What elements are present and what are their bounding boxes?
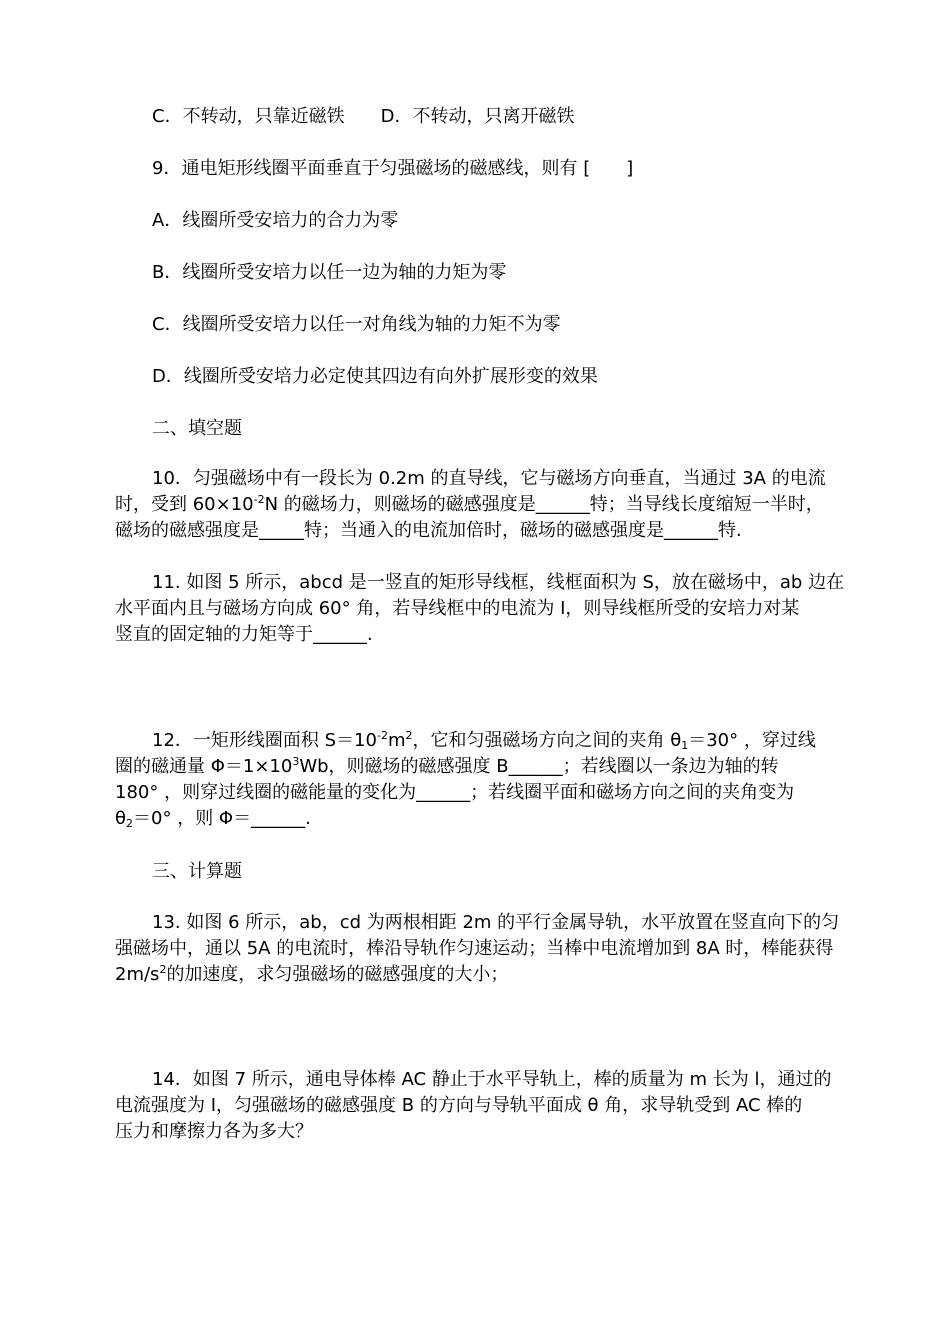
q9-option-c: C．线圈所受安培力以任一对角线为轴的力矩不为零 xyxy=(152,314,561,335)
section-title-calculation: 三、计算题 xyxy=(152,861,242,882)
answer-bracket-open: [ xyxy=(583,158,591,179)
question-13: 13. 如图 6 所示，ab，cd 为两根相距 2m 的平行金属导轨，水平放置在竖直向下的匀 强磁场中，通以 5A 的电流时，棒沿导轨作匀速运动；当棒中电流增加到 8A 时，棒能获得 $2m/s^2$的加速度，求匀强磁场的磁感强度的大小； xyxy=(115,912,840,985)
question-11: 11. 如图 5 所示，abcd 是一竖直的矩形导线框，线框面积为 S，放在磁场中，ab 边在 水平面内且与磁场方向成 60° 角，若导线框中的电流为 I，则导线框所受的安培力对某 竖直的固定轴的力矩等于______. xyxy=(115,572,845,645)
question-10: 10．匀强磁场中有一段长为 0.2m 的直导线，它与磁场方向垂直，当通过 3A 的电流 时，受到 $60\times 10^{-2}N$ 的磁场力，则磁场的磁感强度是______特；当导线长度缩短一半时， 磁场的磁感强度是_____特；当通入的电流加倍时，磁场的磁感强度是______特. xyxy=(115,468,826,541)
q8-options-cd xyxy=(152,105,574,129)
q9-option-d: D．线圈所受安培力必定使其四边有向外扩展形变的效果 xyxy=(152,366,598,387)
question-12: 12．一矩形线圈面积 $S=10^{-2}m^2$，它和匀强磁场方向之间的夹角 $\theta_1=30^\circ$ ，穿过线 圈的磁通量 $\Phi=1\times 10^3Wb$，则磁场的磁感强度 B______；若线圈以一条边为轴的转 180° ，则穿过线圈的磁能量的变化为______；若线圈平面和磁场方向之间的夹角变为 $\theta_2=0^\circ$ ，则 Φ＝______. xyxy=(115,729,816,830)
section-title-fill-blank: 二、填空题 xyxy=(152,418,242,439)
question-14: 14．如图 7 所示，通电导体棒 AC 静止于水平导轨上，棒的质量为 m 长为 l，通过的 电流强度为 I，匀强磁场的磁感强度 B 的方向与导轨平面成 θ 角，求导轨受到 AC 棒的 压力和摩擦力各为多大？ xyxy=(115,1069,832,1142)
q9-option-a: A．线圈所受安培力的合力为零 xyxy=(152,210,399,231)
answer-bracket-close: ] xyxy=(626,158,634,179)
q8-option-c: C．不转动，只靠近磁铁 xyxy=(152,106,345,127)
q8-option-d: D．不转动，只离开磁铁 xyxy=(380,106,575,127)
q9-option-b: B．线圈所受安培力以任一边为轴的力矩为零 xyxy=(152,262,507,283)
q9-stem: 9．通电矩形线圈平面垂直于匀强磁场的磁感线，则有 [ ] xyxy=(152,158,634,179)
